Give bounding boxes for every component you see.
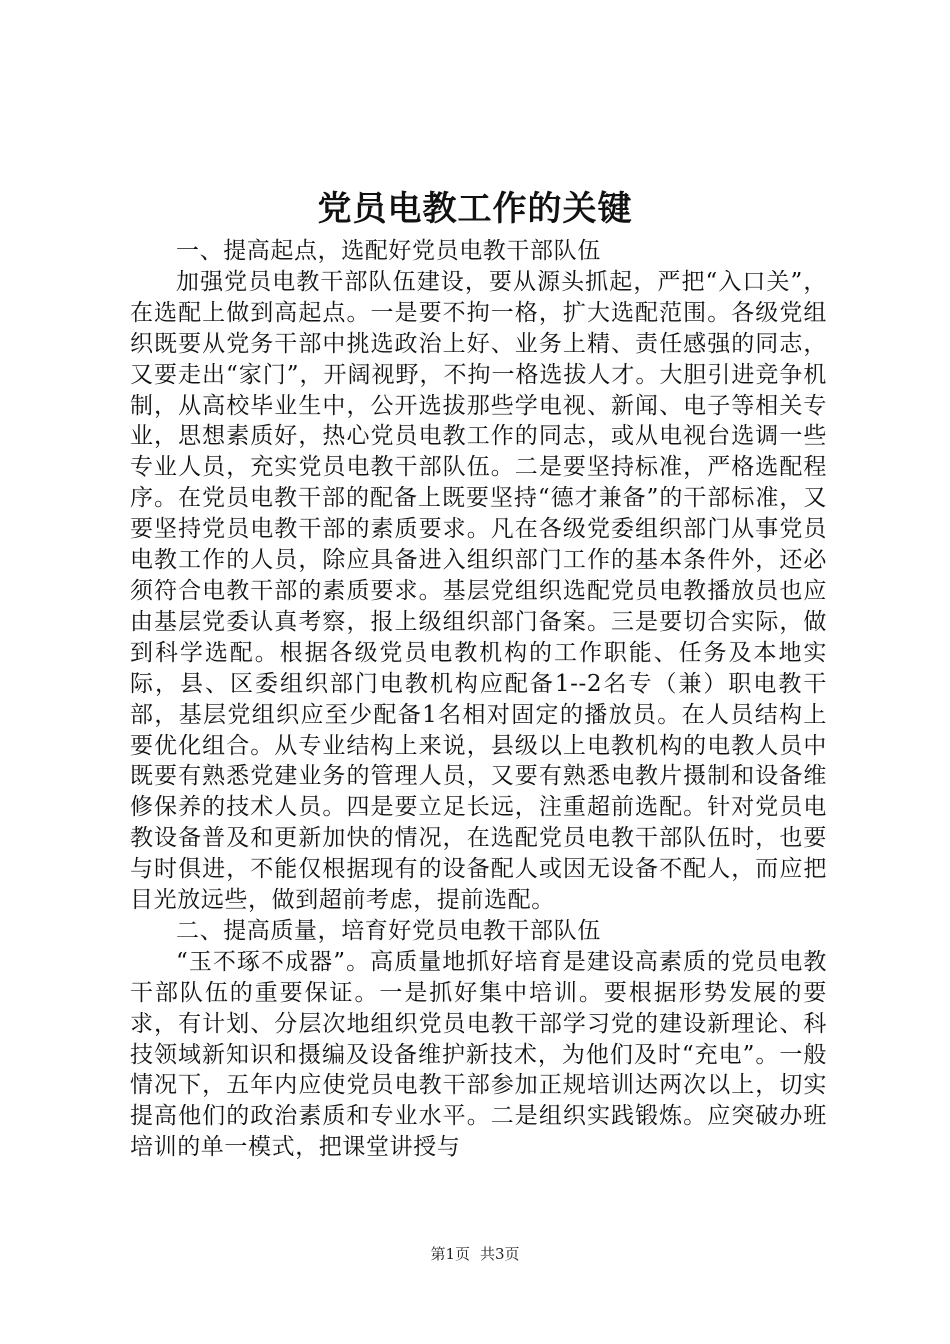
section-heading-1: 一、提高起点，选配好党员电教干部队伍 [176,238,601,264]
section-heading-2: 二、提高质量，培育好党员电教干部队伍 [176,917,601,944]
document-title: 党员电教工作的关键 [317,189,633,229]
page-number: 第1页 [430,1245,470,1263]
document-body [130,236,827,1163]
body-paragraph-1: 加强党员电教干部队伍建设，要从源头抓起，严把“入口关”，在选配上做到高起点。一是要不拘一格，扩大选配范围。各级党组织既要从党务干部中挑选政治上好、业务上精、责任感强的同志，又要走出“家门”，开阔视野，不拘一格选拔人才。大胆引进竞争机制，从高校毕业生中，公开选拔那些学电视、新闻、电子等相关专业，思想素质好，热心党员电教工作的同志，或从电视台选调一些专业人员，充实党员电教干部队伍。二是要坚持标准，严格选配程序。在党员电教干部的配备上既要坚持“德才兼备”的干部标准，又要坚持党员电教干部的素质要求。凡在各级党委组织部门从事党员电教工作的人员，除应具备进入组织部门工作的基本条件外，还必须符合电教干部的素质要求。基层党组织选配党员电教播放员也应由基层党委认真考察，报上级组织部门备案。三是要切合实际，做到科学选配。根据各级党员电教机构的工作职能、任务及本地实际，县、区委组织部门电教机构应配备1--2名专（兼）职电教干部，基层党组织应至少配备1名相对固定的播放员。在人员结构上要优化组合。从专业结构上来说，县级以上电教机构的电教人员中既要有熟悉党建业务的管理人员，又要有熟悉电教片摄制和设备维修保养的技术人员。四是要立足长远，注重超前选配。针对党员电教设备普及和更新加快的情况，在选配党员电教干部队伍时，也要与时俱进，不能仅根据现有的设备配人或因无设备不配人，而应把目光放远些，做到超前考虑，提前选配。 [130,268,827,914]
page-total: 共3页 [480,1245,520,1263]
body-paragraph-2: “玉不琢不成器”。高质量地抓好培育是建设高素质的党员电教干部队伍的重要保证。一是抓好集中培训。要根据形势发展的要求，有计划、分层次地组织党员电教干部学习党的建设新理论、科技领域新知识和摄编及设备维护新技术，为他们及时“充电”。一般情况下，五年内应使党员电教干部参加正规培训达两次以上，切实提高他们的政治素质和专业水平。二是组织实践锻炼。应突破办班培训的单一模式，把课堂讲授与 [130,948,827,1161]
page-footer [0,1243,950,1265]
